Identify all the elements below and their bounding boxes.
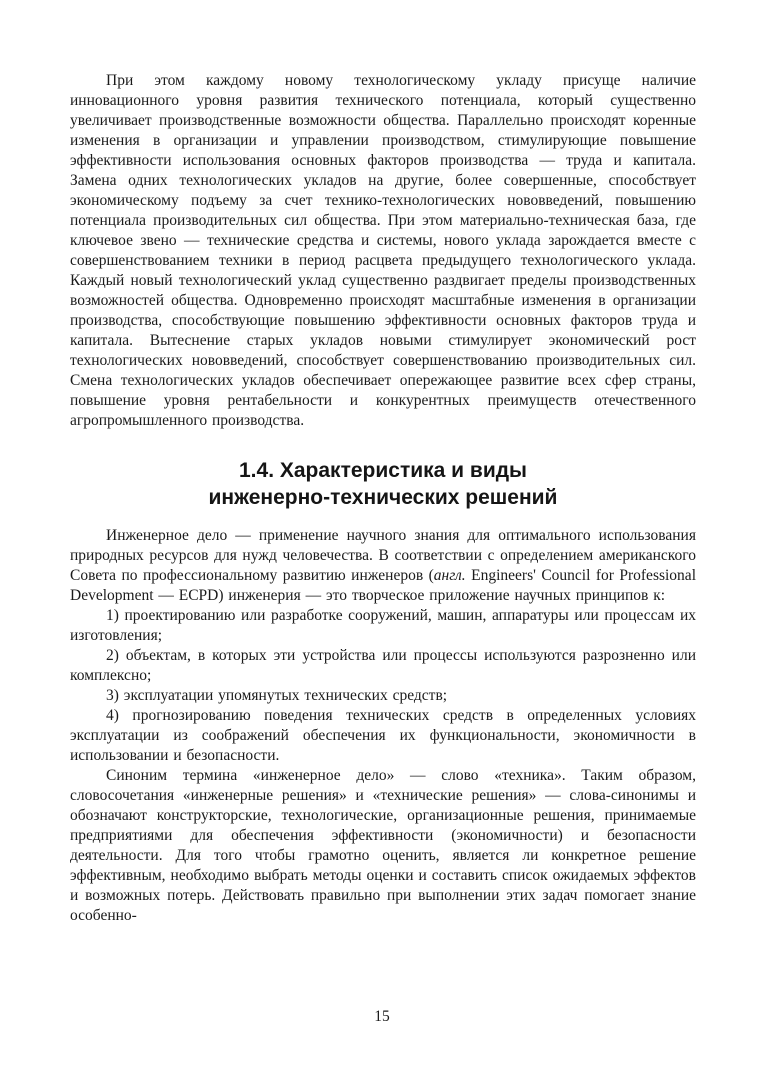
list-item-4: 4) прогнозированию поведения технических средств в определенных условиях эксплуатации из соображений обеспечения их функциональности, экономичности в использовании и безопасности.: [70, 707, 696, 764]
paragraph-engineering-before-italic: Инженерное дело — применение научного знания для оптимального использования природных ресурсов для нужд человечества. В соответствии с определением американского Совета по профессиональному развитию инженеров (: [70, 527, 696, 584]
paragraph-engineering-italic-lang-label: англ.: [433, 567, 466, 584]
paragraph-synonym-technique: Синоним термина «инженерное дело» — слово «техника». Таким образом, словосочетания «инженерные решения» и «технические решения» — слова-синонимы и обозначают конструкторские, технологические, организационные решения, принимаемые предприятиями для обеспечения эффективности (экономичности) и безопасности деятельности. Для того чтобы грамотно оценить, является ли конкретное решение эффективным, необходимо выбрать методы оценки и составить список ожидаемых эффектов и возможных потерь. Действовать правильно при выполнении этих задач помогает знание особенно-: [70, 767, 696, 924]
text-block: [70, 71, 696, 926]
section-heading-line2: инженерно-технических решений: [208, 486, 558, 509]
paragraph-technological-structure: При этом каждому новому технологическому укладу присуще наличие инновационного уровня развития технического потенциала, который существенно увеличивает производственные возможности общества. Параллельно происходят коренные изменения в организации и управлении производством, стимулирующие повышение эффективности использования основных факторов производства — труда и капитала. Замена одних технологических укладов на другие, более совершенные, способствует экономическому подъему за счет технико-технологических нововведений, повышению потенциала производительных сил общества. При этом материально-техническая база, где ключевое звено — технические средства и системы, нового уклада зарождается вместе с совершенствованием техники в период расцвета предыдущего технологического уклада. Каждый новый технологический уклад существенно раздвигает пределы производственных возможностей общества. Одновременно происходят масштабные изменения в организации производства, способствующие повышению эффективности основных факторов труда и капитала. Вытеснение старых укладов новыми стимулирует экономический рост технологических нововведений, способствует совершенствованию производительных сил. Смена технологических укладов обеспечивает опережающее развитие всех сфер страны, повышение уровня рентабельности и конкурентных преимуществ отечественного агропромышленного производства.: [70, 72, 696, 429]
page-number: 15: [374, 1008, 390, 1025]
section-heading: [70, 457, 696, 511]
list-item-3: 3) эксплуатации упомянутых технических средств;: [106, 687, 448, 704]
paragraph-engineering-after-italic: Engineers' Council for Professional Development — ECPD) инженерия — это творческое приложение научных принципов к:: [70, 567, 696, 604]
paragraph-engineering-definition: [70, 526, 696, 606]
section-heading-line1: 1.4. Характеристика и виды: [239, 459, 527, 482]
list-item-2: 2) объектам, в которых эти устройства или процессы используются разрозненно или комплексно;: [70, 647, 696, 684]
list-item-1: 1) проектированию или разработке сооружений, машин, аппаратуры или процессам их изготовления;: [70, 607, 696, 644]
